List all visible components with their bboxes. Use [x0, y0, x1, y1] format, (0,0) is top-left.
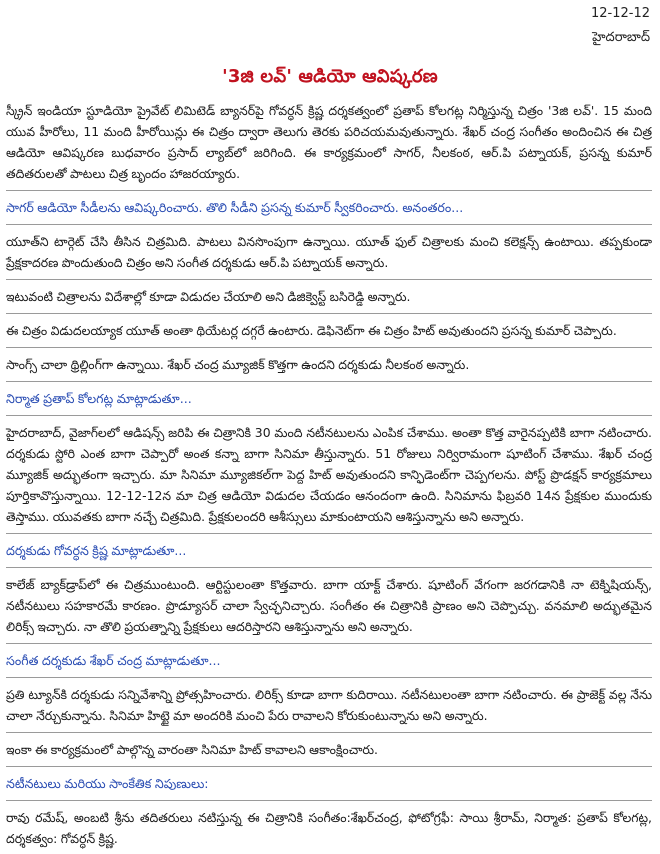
divider	[6, 224, 652, 225]
dateline	[591, 2, 650, 50]
divider	[6, 800, 652, 801]
divider	[6, 415, 652, 416]
paragraph-director: కాలేజ్ బ్యాక్‌డ్రాప్‌లో ఈ చిత్రముంటుంది. ఆర్టిస్టులంతా కొత్తవారు. బాగా యాక్ట్ చేశారు. షూటింగ్ వేగంగా జరగడానికి నా టెక్నిషియన్స్, నటీనటులు సహకారమే కారణం. ప్రొడ్యూసర్ చాలా స్వేచ్ఛనిచ్చారు. సంగీతం ఈ చిత్రానికి ప్రాణం అని చెప్పొచ్చు. వనమాలి అద్భుతమైన లిరిక్స్ ఇచ్చారు. నా తొలి ప్రయత్నాన్ని ప్రేక్షకులు ఆదరిస్తారని ఆశిస్తున్నాను అని అన్నారు.	[6, 577, 652, 634]
divider	[6, 766, 652, 767]
section-heading-director: దర్శకుడు గోవర్ధన క్రిష్ణ మాట్లాడుతూ...	[6, 543, 187, 558]
divider	[6, 313, 652, 314]
paragraph-cast-crew: రావు రమేష్, అంబటి శ్రీను తదితరులు నటిస్తున్న ఈ చిత్రానికి సంగీతం:శేఖర్‌చంద్ర, ఫోటోగ్రఫీ: సాయి శ్రీరామ్, నిర్మాత: ప్రతాప్ కోలగట్ల, దర్శకత్వం: గోవర్ధన్ క్రిష్ణ.	[6, 810, 652, 846]
divider	[6, 190, 652, 191]
section-heading-music-director: సంగీత దర్శకుడు శేఖర్ చంద్ర మాట్లాడుతూ...	[6, 653, 221, 668]
divider	[6, 279, 652, 280]
divider	[6, 643, 652, 644]
divider	[6, 677, 652, 678]
paragraph-closing: ఇంకా ఈ కార్యక్రమంలో పాల్గొన్న వారంతా సినిమా హిట్ కావాలని ఆకాంక్షించారు.	[6, 742, 378, 757]
divider	[6, 381, 652, 382]
paragraph-prasanna-kumar: ఈ చిత్రం విడుదలయ్యాక యూత్ అంతా థియేటర్ల దగ్గరే ఉంటారు. డెఫినెట్‌గా ఈ చిత్రం హిట్ అవుతుందని ప్రసన్న కుమార్ చెప్పారు.	[6, 323, 617, 338]
paragraph-music-director: ప్రతి ట్యూన్‌కి దర్శకుడు సన్నివేశాన్ని ప్రోత్సహించారు. లిరిక్స్ కూడా బాగా కుదిరాయి. నటీనటులంతా బాగా నటించారు. ఈ ప్రాజెక్ట్ వల్ల నేను చాలా నేర్చుకున్నాను. సినిమా హిట్టై మా అందరికి మంచి పేరు రావాలని కోరుకుంటున్నాను అని అన్నారు.	[6, 687, 652, 723]
article-body	[6, 100, 652, 849]
paragraph-rp-patnaik: యూత్‌ని టార్గెట్ చేసి తీసిన చిత్రమిది. పాటలు వినసొంపుగా ఉన్నాయి. యూత్ ఫుల్ చిత్రాలకు మంచి కలెక్షన్స్ ఉంటాయి. తప్పకుండా ప్రేక్షకాదరణ పొందుతుంది చిత్రం అని సంగీత దర్శకుడు ఆర్.పి పట్నాయక్ అన్నారు.	[6, 234, 652, 270]
divider	[6, 732, 652, 733]
paragraph-neelakanta: సాంగ్స్ చాలా థ్రిల్లింగ్‌గా ఉన్నాయి. శేఖర్ చంద్ర మ్యూజిక్ కొత్తగా ఉందని దర్శకుడు నీలకంఠ అన్నారు.	[6, 357, 470, 372]
release-place: హైదరాబాద్	[592, 30, 650, 45]
divider	[6, 533, 652, 534]
divider	[6, 347, 652, 348]
section-heading-producer: నిర్మాత ప్రతాప్ కోలగట్ల మాట్లాడుతూ...	[6, 391, 192, 406]
section-heading-cast-crew: నటీనటులు మరియు సాంకేతిక నిపుణులు:	[6, 776, 209, 791]
paragraph-basireddy: ఇటువంటి చిత్రాలను విదేశాల్లో కూడా విడుదల చేయాలి అని డిజిక్వెస్ట్ బసిరెడ్డి అన్నారు.	[6, 289, 411, 304]
release-date: 12-12-12	[590, 6, 650, 21]
article-title: '3జి లవ్' ఆడియో ఆవిష్కరణ	[222, 66, 438, 87]
section-heading-audio-launch: సాగర్ ఆడియో సీడీలను ఆవిష్కరించారు. తొలి సీడీని ప్రసన్న కుమార్ స్వీకరించారు. అనంతరం...	[6, 200, 464, 215]
divider	[6, 567, 652, 568]
paragraph-producer: హైదరాబాద్, వైజాగ్‌లలో ఆడిషన్స్ జరిపి ఈ చిత్రానికి 30 మంది నటీనటులను ఎంపిక చేశాము. అంతా కొత్త వారైనప్పటికి బాగా నటించారు. దర్శకుడు స్టోరి ఎంత బాగా చెప్పారో అంత కన్నా బాగా సినిమా తీస్తున్నారు. 51 రోజులు నిర్విరామంగా షూటింగ్ చేశాము. శేఖర్ చంద్ర మ్యూజిక్ అద్భుతంగా ఇచ్చారు. మా సినిమా మ్యూజికల్‌గా పెద్ద హిట్ అవుతుందని కాన్ఫిడెంట్‌గా చెప్పగలను. పోస్ట్ ప్రొడక్షన్ కార్యక్రమాలు పూర్తికావొస్తున్నాయి. 12-12-12న మా చిత్ర ఆడియో విడుదల చేయడం ఆనందంగా ఉంది. సినిమాను ఫిబ్రవరి 14న ప్రేక్షకుల ముందుకు తెస్తాము. యువతకు బాగా నచ్చే చిత్రమిది. ప్రేక్షకులందరి ఆశీస్సులు మాకుంటాయని ఆశిస్తున్నాను అని అన్నారు.	[6, 425, 652, 524]
intro-paragraph: స్క్రీన్ ఇండియా స్టూడియో ప్రైవేట్ లిమిటెడ్ బ్యానర్‌పై గోవర్ధన్ క్రిష్ణ దర్శకత్వంలో ప్రతాప్ కోలగట్ల నిర్మిస్తున్న చిత్రం '3జి లవ్'. 15 మంది యువ హీరోలు, 11 మంది హీరోయిన్లు ఈ చిత్రం ద్వారా తెలుగు తెరకు పరిచయమవుతున్నారు. శేఖర్ చంద్ర సంగీతం అందించిన ఈ చిత్ర ఆడియో ఆవిష్కరణ బుధవారం ప్రసాద్ ల్యాబ్‌లో జరిగింది. ఈ కార్యక్రమంలో సాగర్, నీలకంఠ, ఆర్.పి పట్నాయక్, ప్రసన్న కుమార్ తదితరులతో పాటలు చిత్ర బృందం హాజరయ్యారు.	[6, 103, 652, 181]
